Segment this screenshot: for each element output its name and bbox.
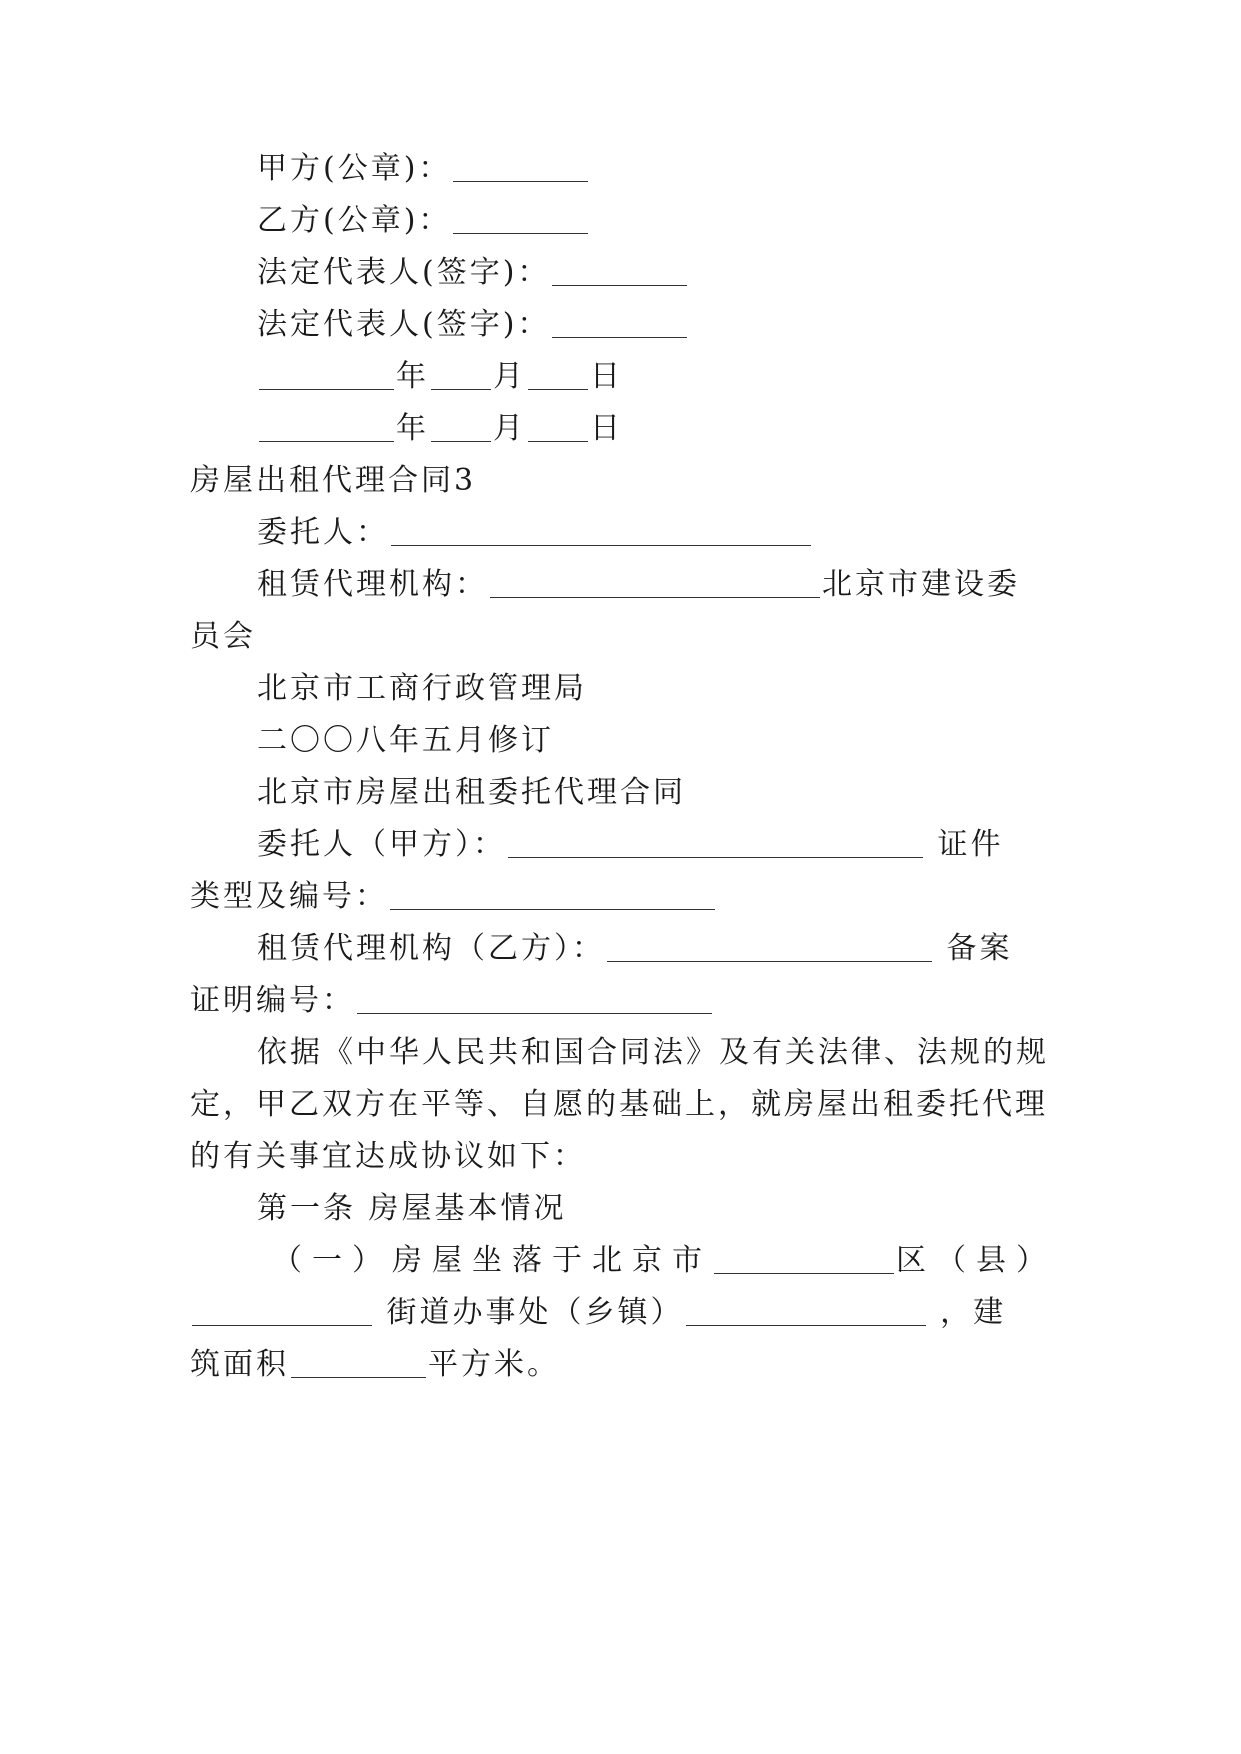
party-a-label: 委托人（甲方）： — [257, 827, 506, 862]
contract-title: 北京市房屋出租委托代理合同 — [257, 775, 686, 810]
item-1-line-3 — [190, 1345, 560, 1385]
year-label: 年 — [396, 359, 429, 394]
entrustor-line — [257, 513, 813, 553]
month-label: 月 — [493, 359, 526, 394]
party-b-label: 租赁代理机构（乙方）： — [257, 931, 605, 966]
filing-label: 备案 — [946, 931, 1013, 966]
item-1-line-1 — [272, 1241, 1056, 1281]
id-type-label: 证件 — [937, 827, 1004, 862]
id-number-label: 类型及编号： — [190, 879, 388, 914]
party-b-line-cont — [190, 981, 714, 1021]
blank-field — [391, 517, 811, 546]
day-label: 日 — [590, 359, 623, 394]
intro-paragraph-line-1: 依据《中华人民共和国合同法》及有关法律、法规的规 — [257, 1035, 1049, 1070]
district-label: 区（县） — [896, 1243, 1056, 1278]
date-line-b — [257, 409, 623, 449]
square-meter-label: 平方米。 — [428, 1347, 560, 1382]
blank-field — [490, 569, 820, 598]
blank-field — [528, 361, 588, 390]
blank-field — [453, 205, 588, 234]
agency-line-cont: 员会 — [190, 619, 256, 654]
party-b-seal-line — [257, 201, 590, 241]
blank-field — [607, 933, 932, 962]
legal-rep-a-label: 法定代表人(签字)： — [257, 255, 551, 290]
article-1-heading: 第一条 房屋基本情况 — [257, 1191, 567, 1226]
month-label: 月 — [493, 411, 526, 446]
blank-field — [528, 413, 588, 442]
blank-field — [508, 829, 923, 858]
blank-field — [357, 985, 712, 1014]
agency-tail: 北京市建设委 — [822, 567, 1020, 602]
blank-field — [714, 1245, 894, 1274]
legal-rep-a-line — [257, 253, 689, 293]
blank-field — [291, 1349, 426, 1378]
blank-field — [552, 257, 687, 286]
bureau-line: 北京市工商行政管理局 — [257, 671, 587, 706]
location-label: （一）房屋坐落于北京市 — [272, 1243, 712, 1278]
street-office-label: 街道办事处（乡镇） — [386, 1295, 684, 1330]
intro-paragraph-line-2: 定，甲乙双方在平等、自愿的基础上，就房屋出租委托代理 — [190, 1087, 1048, 1122]
entrustor-label: 委托人： — [257, 515, 389, 550]
revision-line: 二〇〇八年五月修订 — [257, 723, 554, 758]
date-line-a — [257, 357, 623, 397]
section-title: 房屋出租代理合同3 — [190, 463, 477, 498]
party-b-seal-label: 乙方(公章)： — [257, 203, 452, 238]
agency-line — [257, 565, 1020, 605]
year-label: 年 — [396, 411, 429, 446]
building-label: ，建 — [940, 1295, 1007, 1330]
blank-field — [686, 1297, 926, 1326]
blank-field — [259, 361, 394, 390]
intro-paragraph-line-3: 的有关事宜达成协议如下： — [190, 1139, 586, 1174]
party-a-seal-label: 甲方(公章)： — [257, 151, 452, 186]
blank-field — [259, 413, 394, 442]
day-label: 日 — [590, 411, 623, 446]
blank-field — [453, 153, 588, 182]
item-1-line-2 — [190, 1293, 1006, 1333]
legal-rep-b-line — [257, 305, 689, 345]
party-a-line — [257, 825, 1004, 865]
party-a-seal-line — [257, 149, 590, 189]
party-b-line — [257, 929, 1013, 969]
agency-label: 租赁代理机构： — [257, 567, 488, 602]
blank-field — [390, 881, 715, 910]
blank-field — [552, 309, 687, 338]
blank-field — [192, 1297, 372, 1326]
filing-number-label: 证明编号： — [190, 983, 355, 1018]
party-a-line-cont — [190, 877, 717, 917]
floor-area-label: 筑面积 — [190, 1347, 289, 1382]
blank-field — [431, 361, 491, 390]
legal-rep-b-label: 法定代表人(签字)： — [257, 307, 551, 342]
blank-field — [431, 413, 491, 442]
